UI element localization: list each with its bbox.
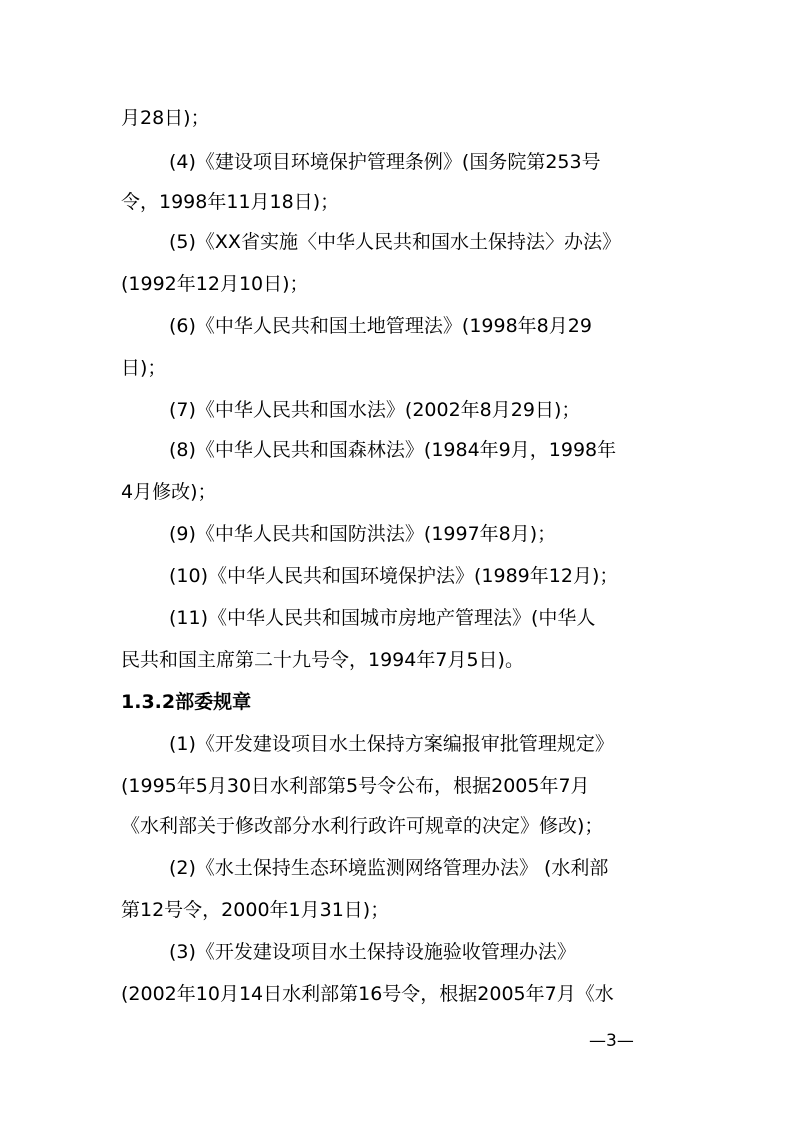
list-item-7: (7)《中华人民共和国水法》(2002年8月29日)； [169, 399, 581, 421]
list-item-9: (9)《中华人民共和国防洪法》(1997年8月)； [169, 523, 557, 545]
text-line: (2002年10月14日水利部第16号令，根据2005年7月《水 [121, 983, 614, 1005]
text-line: 月28日)； [121, 107, 210, 129]
text-line: 民共和国主席第二十九号令，1994年7月5日)。 [121, 649, 524, 671]
text-line: 日)； [121, 357, 167, 379]
page-number: —3— [589, 1031, 634, 1051]
list-item-4: (4)《建设项目环境保护管理条例》(国务院第253号 [169, 151, 601, 173]
list-item-2: (2)《水土保持生态环境监测网络管理办法》 (水利部 [169, 857, 609, 879]
list-item-8: (8)《中华人民共和国森林法》(1984年9月，1998年 [169, 439, 617, 461]
section-heading: 1.3.2部委规章 [121, 691, 252, 713]
text-line: 《水利部关于修改部分水利行政许可规章的决定》修改)； [121, 815, 604, 837]
text-line: (1992年12月10日)； [121, 273, 309, 295]
list-item-6: (6)《中华人民共和国土地管理法》(1998年8月29 [169, 315, 592, 337]
list-item-5: (5)《XX省实施〈中华人民共和国水土保持法〉办法》 [169, 231, 621, 253]
list-item-10: (10)《中华人民共和国环境保护法》(1989年12月)； [169, 565, 619, 587]
text-line: 令，1998年11月18日)； [121, 191, 340, 213]
text-line: (1995年5月30日水利部第5号令公布，根据2005年7月 [121, 775, 590, 797]
list-item-11: (11)《中华人民共和国城市房地产管理法》(中华人 [169, 607, 596, 629]
text-line: 第12号令，2000年1月31日)； [121, 899, 390, 921]
list-item-3: (3)《开发建设项目水土保持设施验收管理办法》 [169, 941, 576, 963]
text-line: 4月修改)； [121, 481, 217, 503]
list-item-1: (1)《开发建设项目水土保持方案编报审批管理规定》 [169, 733, 614, 755]
